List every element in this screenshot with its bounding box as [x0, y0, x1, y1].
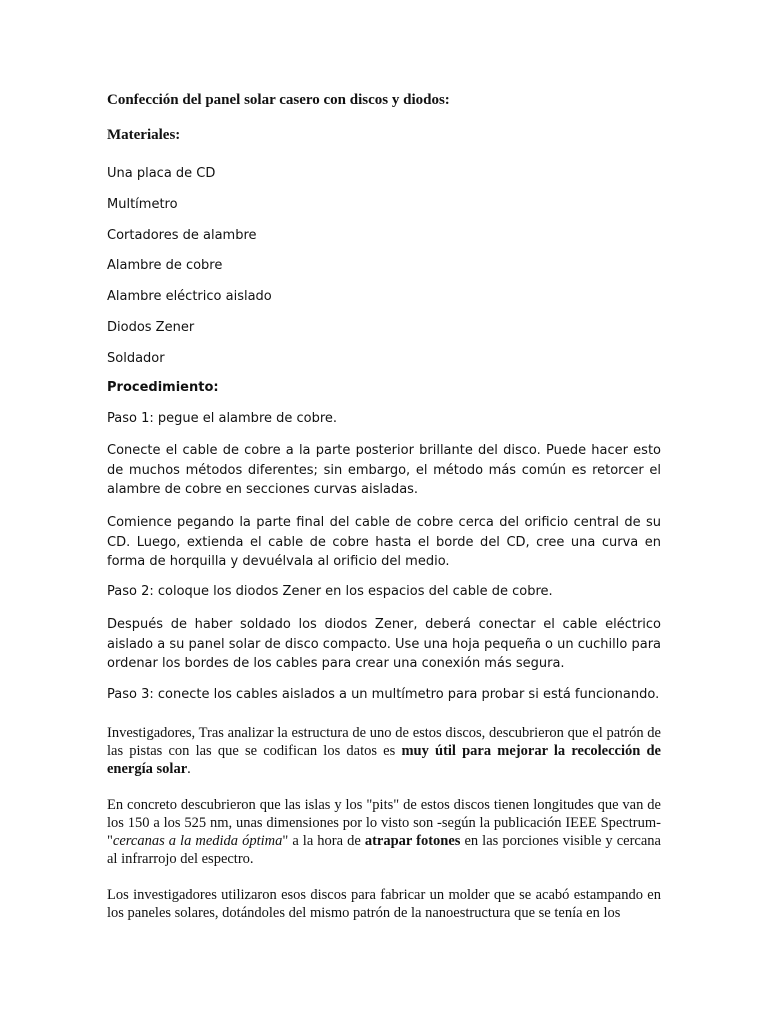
material-item: Alambre de cobre — [107, 258, 223, 273]
research-paragraph-3: Los investigadores utilizaron esos discos para fabricar un molder que se acabó estampando en los paneles solares, dotándoles del mismo patrón de la nanoestructura que se tenía en los — [107, 887, 661, 921]
document-title: Confección del panel solar casero con discos y diodos: — [107, 92, 450, 108]
materials-heading: Materiales: — [107, 127, 181, 143]
text-run: En concreto descubrieron que las islas y los "pits" de estos discos tienen longitudes que van de los 150 a los 525 nm, unas dimensiones por lo visto son -según la publicación IEEE Spectrum- " — [107, 797, 661, 849]
material-item: Una placa de CD — [107, 166, 216, 181]
step-2-paragraph: Después de haber soldado los diodos Zener, deberá conectar el cable eléctrico aislado a su panel solar de disco compacto. Use una hoja pequeña o un cuchillo para ordenar los bordes de los cables para crear una conexión más segura. — [107, 617, 661, 671]
procedure-heading: Procedimiento: — [107, 380, 219, 395]
step-1-paragraph-1: Conecte el cable de cobre a la parte posterior brillante del disco. Puede hacer esto de muchos métodos diferentes; sin embargo, el método más común es retorcer el alambre de cobre en secciones curvas aisladas. — [107, 443, 661, 497]
step-1-heading: Paso 1: pegue el alambre de cobre. — [107, 411, 338, 426]
step-1-paragraph-2: Comience pegando la parte final del cable de cobre cerca del orificio central de su CD. Luego, extienda el cable de cobre hasta el borde del CD, cree una curva en forma de horquilla y devuélvala al orificio del medio. — [107, 515, 661, 569]
material-item: Cortadores de alambre — [107, 228, 257, 243]
emphasis-text: atrapar fotones — [364, 833, 461, 849]
material-item: Multímetro — [107, 197, 178, 212]
research-paragraph-2 — [107, 796, 661, 868]
text-run: Investigadores, Tras analizar la estructura de uno de estos discos, descubrieron que el patrón de las pistas con las que se codifican los datos es — [107, 725, 661, 759]
material-item: Diodos Zener — [107, 320, 195, 335]
emphasis-text: muy útil para mejorar la recolección de energía solar — [107, 743, 661, 777]
text-run: " a la hora de — [282, 833, 365, 849]
step-2-heading: Paso 2: coloque los diodos Zener en los espacios del cable de cobre. — [107, 584, 553, 599]
material-item: Soldador — [107, 351, 165, 366]
text-run: en las porciones visible y cercana al infrarrojo del espectro. — [107, 833, 661, 867]
text-run: . — [187, 761, 191, 777]
material-item: Alambre eléctrico aislado — [107, 289, 272, 304]
step-3-heading: Paso 3: conecte los cables aislados a un multímetro para probar si está funcionando. — [107, 687, 660, 702]
research-paragraph-1 — [107, 724, 661, 778]
italic-quote: cercanas a la medida óptima — [112, 833, 283, 849]
